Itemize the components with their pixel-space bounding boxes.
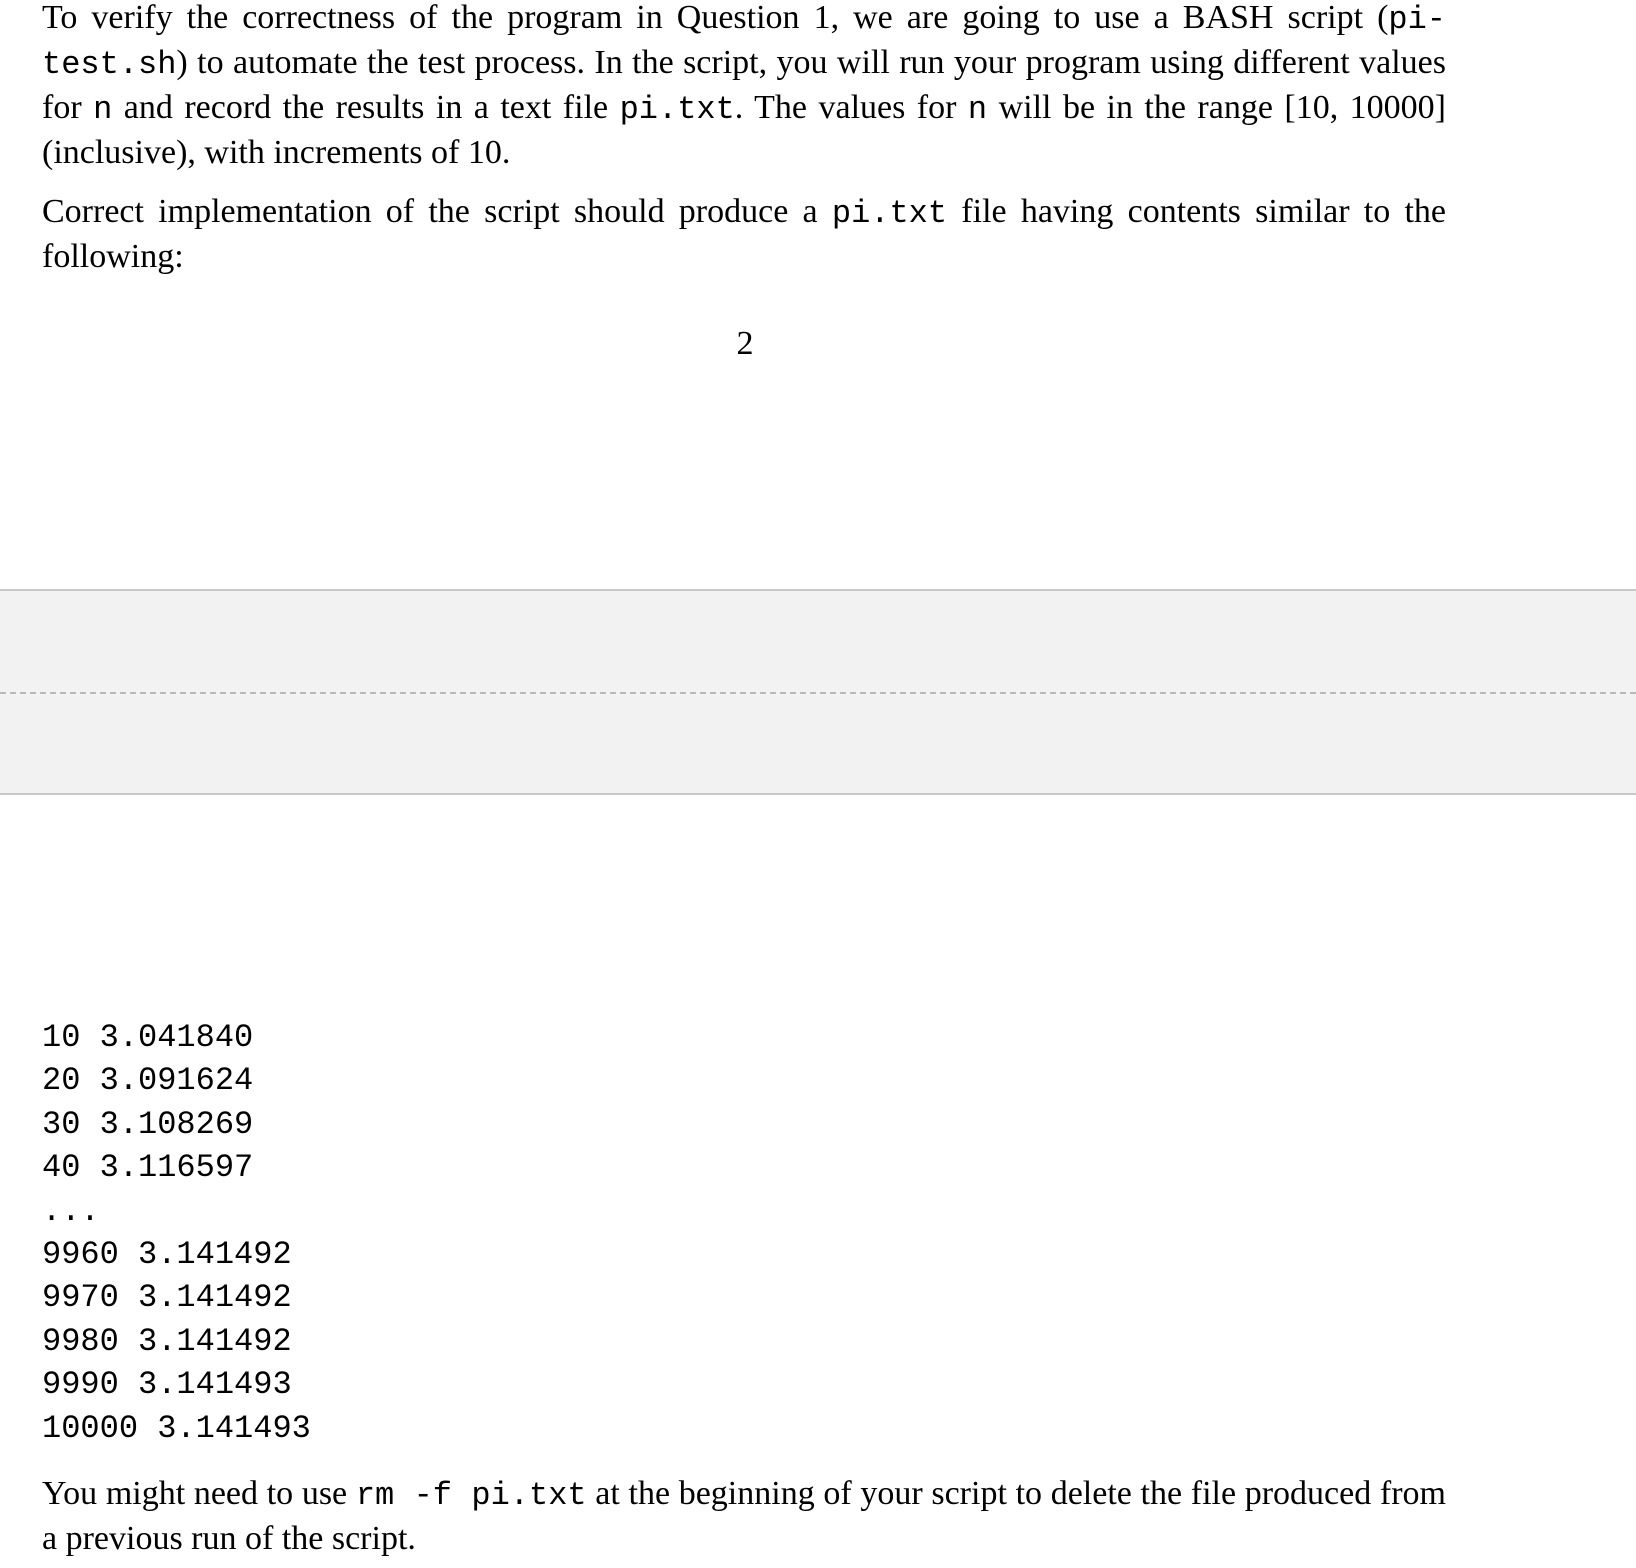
text-span: You might need to use bbox=[42, 1475, 356, 1512]
listing-line: 9980 3.141492 bbox=[42, 1322, 292, 1360]
paragraph-cleanup-tip bbox=[42, 1472, 1446, 1560]
listing-line: 9960 3.141492 bbox=[42, 1235, 292, 1273]
listing-line: 10000 3.141493 bbox=[42, 1409, 311, 1447]
page-break-divider bbox=[0, 692, 1636, 694]
inline-code-script-name: pi-test.sh bbox=[42, 1, 1446, 83]
inline-code-filename: pi.txt bbox=[619, 91, 735, 128]
text-span: To verify the correctness of the program in Question 1, we are going to use a BASH script ( bbox=[42, 0, 1389, 36]
inline-code-variable-n: n bbox=[93, 91, 113, 128]
page-break-gap bbox=[0, 589, 1636, 795]
text-span: ) to automate the test process. In the script, you will run your program using different values for bbox=[42, 44, 1446, 126]
code-listing bbox=[42, 1016, 311, 1450]
listing-line: 9970 3.141492 bbox=[42, 1279, 292, 1317]
page-number: 2 bbox=[736, 325, 754, 362]
text-span: at the beginning of your script to delete the file produced from a previous run of the script. bbox=[42, 1475, 1446, 1557]
listing-line: 20 3.091624 bbox=[42, 1062, 254, 1100]
inline-code-filename: pi.txt bbox=[831, 195, 948, 232]
paragraph-intro bbox=[42, 0, 1446, 174]
text-span: will be in the range [10, 10000] (inclusive), with increments of 10. bbox=[42, 89, 1447, 171]
inline-code-command: rm -f pi.txt bbox=[355, 1477, 587, 1514]
listing-line: 40 3.116597 bbox=[42, 1149, 254, 1187]
listing-line: 9990 3.141493 bbox=[42, 1366, 292, 1404]
inline-code-variable-n: n bbox=[967, 91, 988, 128]
text-span: . The values for bbox=[734, 89, 968, 126]
paragraph-expected-output bbox=[42, 190, 1446, 278]
text-span: file having contents similar to the following: bbox=[42, 193, 1447, 275]
listing-ellipsis: ... bbox=[42, 1192, 100, 1230]
text-span: Correct implementation of the script should produce a bbox=[42, 193, 832, 230]
text-span: and record the results in a text file bbox=[112, 89, 620, 126]
listing-line: 10 3.041840 bbox=[42, 1019, 254, 1056]
listing-line: 30 3.108269 bbox=[42, 1105, 254, 1143]
